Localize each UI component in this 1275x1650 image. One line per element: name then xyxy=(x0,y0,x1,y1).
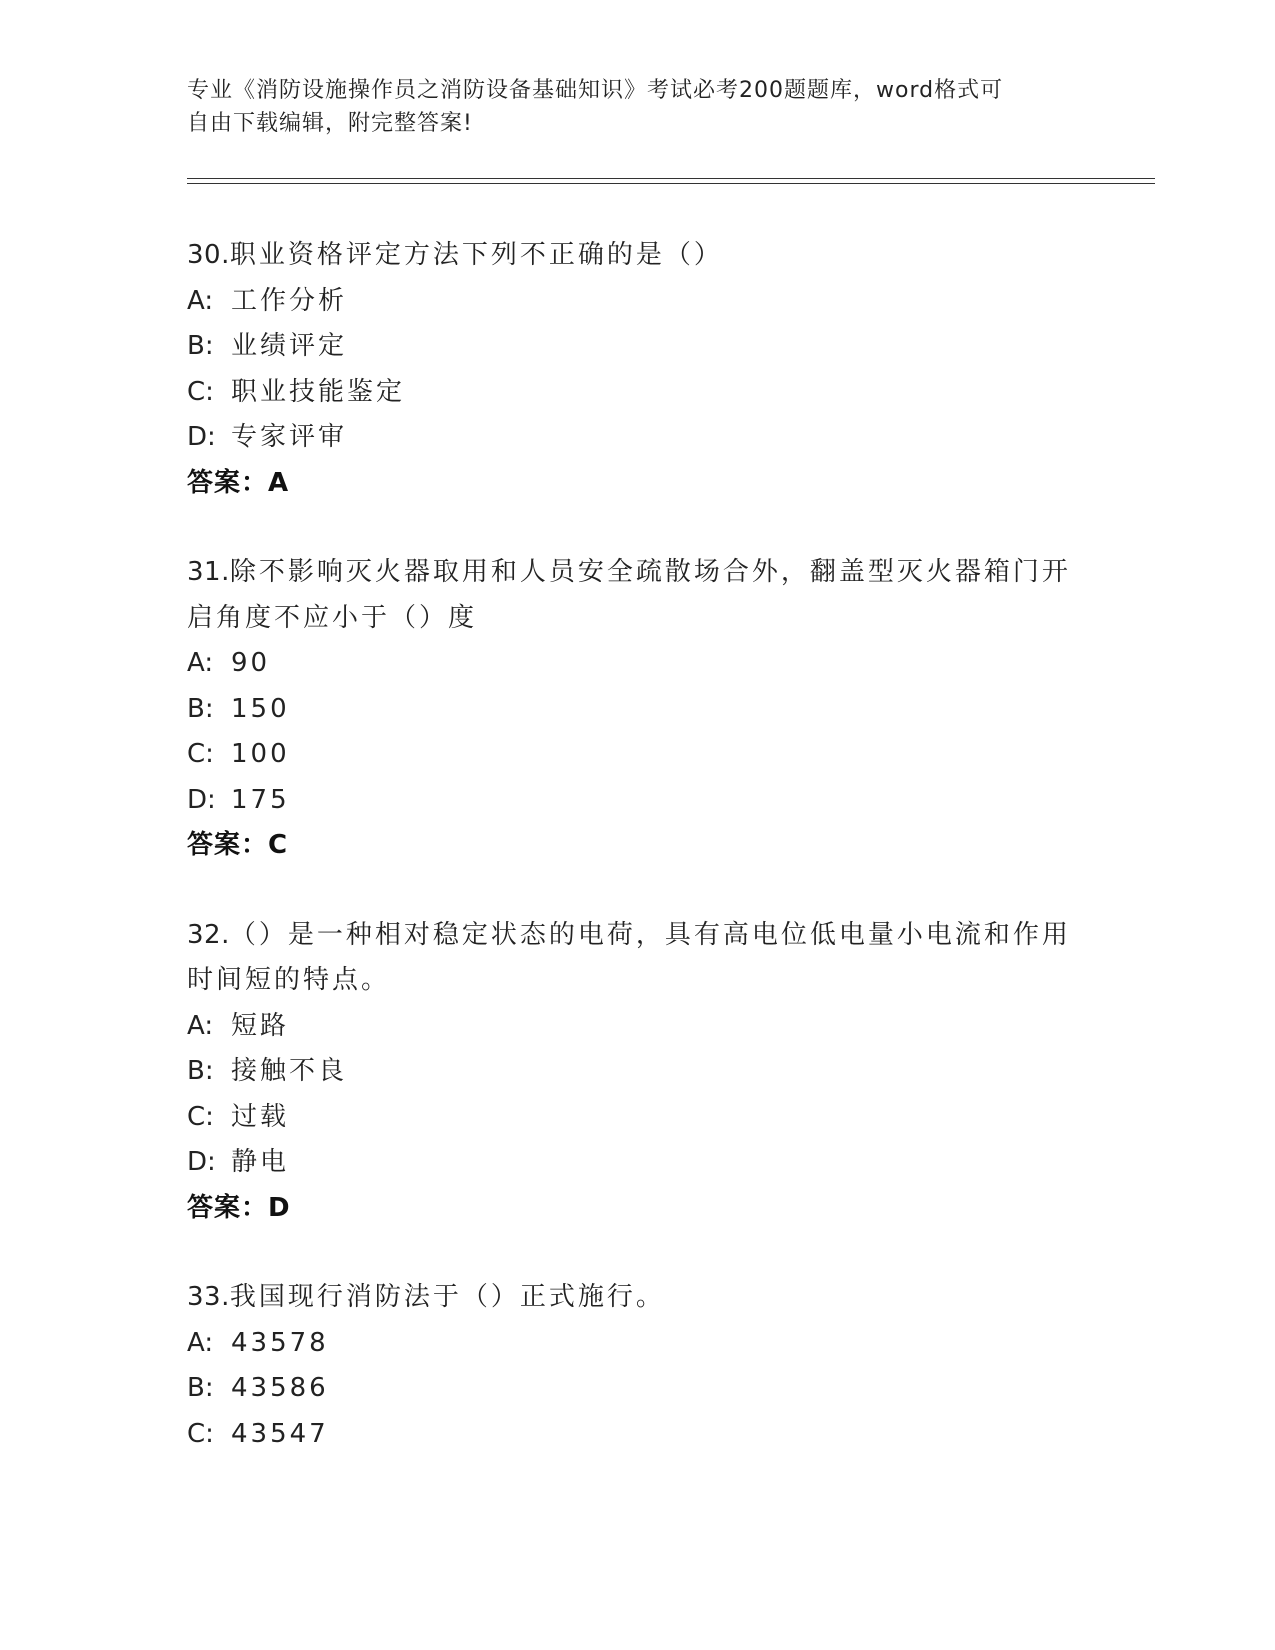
question-number: 33. xyxy=(187,1282,230,1312)
answer-line: 答案：D xyxy=(187,1192,291,1223)
option-c xyxy=(187,370,1087,416)
option-letter: C: xyxy=(187,1418,214,1449)
option-text: 43586 xyxy=(231,1373,329,1403)
option-text: 150 xyxy=(231,693,290,724)
option-letter: A: xyxy=(187,648,214,678)
option-text: 短路 xyxy=(231,1010,290,1041)
option-text: 职业技能鉴定 xyxy=(231,376,406,407)
question-number: 32. xyxy=(187,919,230,950)
option-text: 业绩评定 xyxy=(231,331,348,361)
option-d xyxy=(187,1140,1087,1186)
question-31 xyxy=(187,550,1087,869)
option-c xyxy=(187,1412,1087,1458)
option-letter: A: xyxy=(187,1010,214,1041)
option-letter: B: xyxy=(187,693,214,724)
option-text: 过载 xyxy=(231,1101,290,1132)
option-letter: D: xyxy=(187,784,216,815)
option-a xyxy=(187,641,1087,687)
question-33 xyxy=(187,1275,1087,1457)
question-text: 职业资格评定方法下列不正确的是（） xyxy=(229,240,723,270)
option-text: 43578 xyxy=(231,1327,329,1358)
question-stem xyxy=(187,913,1087,1004)
option-letter: D: xyxy=(187,1147,216,1177)
option-letter: A: xyxy=(187,1327,214,1358)
question-number: 31. xyxy=(187,557,230,587)
question-text: 我国现行消防法于（）正式施行。 xyxy=(229,1282,665,1312)
option-text: 43547 xyxy=(231,1418,329,1449)
question-text: 除不影响灭火器取用和人员安全疏散场合外，翻盖型灭火器箱门开启角度不应小于（）度 xyxy=(187,557,1071,633)
option-d xyxy=(187,415,1087,461)
question-stem xyxy=(187,1275,1087,1321)
answer-line: 答案：C xyxy=(187,830,289,860)
question-30 xyxy=(187,233,1087,506)
question-32 xyxy=(187,913,1087,1232)
header-divider-top xyxy=(187,178,1155,179)
option-letter: C: xyxy=(187,1101,214,1132)
option-letter: B: xyxy=(187,331,214,361)
question-stem xyxy=(187,550,1087,641)
option-text: 90 xyxy=(231,648,271,678)
option-text: 100 xyxy=(231,739,290,769)
option-letter: D: xyxy=(187,422,216,452)
option-letter: B: xyxy=(187,1056,214,1086)
question-text: （）是一种相对稳定状态的电荷，具有高电位低电量小电流和作用时间短的特点。 xyxy=(187,919,1071,995)
intro-line-2: 自由下载编辑，附完整答案! xyxy=(187,111,473,136)
option-text: 175 xyxy=(231,784,290,815)
option-text: 工作分析 xyxy=(231,285,348,316)
question-stem xyxy=(187,233,1087,279)
option-a xyxy=(187,1004,1087,1050)
header-divider-bottom xyxy=(187,183,1155,184)
option-text: 接触不良 xyxy=(231,1056,348,1086)
option-letter: C: xyxy=(187,376,214,407)
option-c xyxy=(187,1095,1087,1141)
option-letter: A: xyxy=(187,285,214,316)
option-b xyxy=(187,324,1087,370)
option-text: 静电 xyxy=(231,1147,290,1177)
option-letter: B: xyxy=(187,1373,214,1403)
option-d xyxy=(187,778,1087,824)
option-b xyxy=(187,1366,1087,1412)
option-letter: C: xyxy=(187,739,214,769)
question-list xyxy=(187,233,1087,1501)
option-a xyxy=(187,1321,1087,1367)
option-c xyxy=(187,732,1087,778)
intro-line-1: 专业《消防设施操作员之消防设备基础知识》考试必考200题题库，word格式可 xyxy=(187,78,1004,103)
question-number: 30. xyxy=(187,240,230,270)
option-a xyxy=(187,279,1087,325)
document-intro xyxy=(187,74,1067,140)
option-text: 专家评审 xyxy=(231,422,348,452)
option-b xyxy=(187,1049,1087,1095)
option-b xyxy=(187,687,1087,733)
answer-line: 答案：A xyxy=(187,467,290,498)
